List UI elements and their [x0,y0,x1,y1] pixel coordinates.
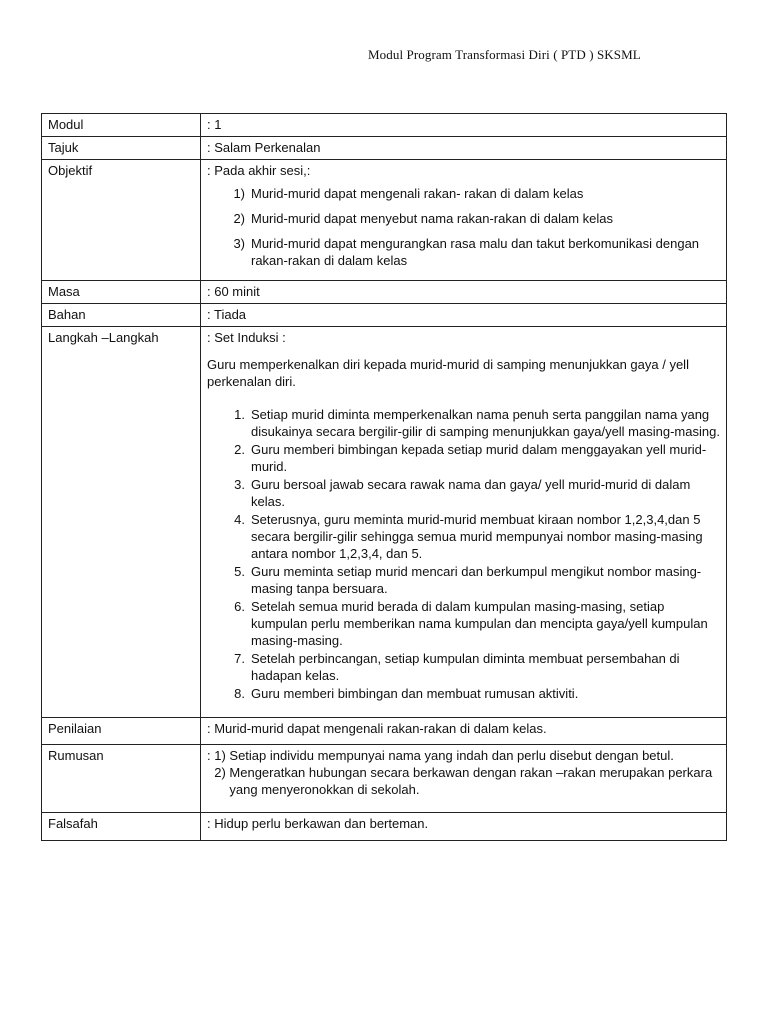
step-number: 8. [234,686,245,701]
step-number: 2. [234,442,245,457]
item-text: Murid-murid dapat mengurangkan rasa malu dan takut berkomunikasi dengan rakan-rakan di dalam kelas [251,236,700,268]
step-number: 1. [234,407,245,422]
list-item [207,476,720,510]
item-text: Murid-murid dapat menyebut nama rakan-rakan di dalam kelas [251,211,614,226]
label-langkah: Langkah –Langkah [42,327,201,718]
value-rumusan [201,745,727,813]
list-item [207,511,720,562]
list-item [207,406,720,440]
value-penilaian: : Murid-murid dapat mengenali rakan-rakan di dalam kelas. [201,718,727,745]
value-modul: : 1 [201,114,727,137]
row-masa [42,281,727,304]
rumusan-item [207,764,720,798]
row-langkah [42,327,727,718]
step-number: 7. [234,651,245,666]
row-penilaian [42,718,727,745]
list-item [207,185,720,202]
step-number: 6. [234,599,245,614]
step-text: Guru memberi bimbingan kepada setiap murid dalam menggayakan yell murid-murid. [251,442,707,474]
label-objektif: Objektif [42,160,201,281]
row-rumusan [42,745,727,813]
step-text: Guru meminta setiap murid mencari dan berkumpul mengikut nombor masing-masing tanpa bersuara. [251,564,702,596]
row-modul [42,114,727,137]
item-text: Setiap individu mempunyai nama yang indah dan perlu disebut dengan betul. [229,748,674,763]
langkah-paragraph: Guru memperkenalkan diri kepada murid-murid di samping menunjukkan gaya / yell perkenalan diri. [207,357,689,389]
step-text: Seterusnya, guru meminta murid-murid membuat kiraan nombor 1,2,3,4,dan 5 secara bergilir-gilir sehingga semua murid mempunyai nombor masing-masing antara nombor 1,2,3,4, dan 5. [251,512,703,561]
lesson-plan-table [41,113,727,841]
item-number: 2) [207,765,230,780]
list-item [207,685,720,702]
step-text: Guru bersoal jawab secara rawak nama dan gaya/ yell murid-murid di dalam kelas. [251,477,691,509]
item-number: 2) [233,211,245,226]
langkah-intro: : Set Induksi : [207,330,286,345]
item-number: 3) [233,236,245,251]
list-item [207,650,720,684]
value-masa: : 60 minit [201,281,727,304]
label-masa: Masa [42,281,201,304]
step-number: 5. [234,564,245,579]
item-number: 1) [233,186,245,201]
row-tajuk [42,137,727,160]
step-text: Guru memberi bimbingan dan membuat rumusan aktiviti. [251,686,579,701]
step-number: 3. [234,477,245,492]
page-header: Modul Program Transformasi Diri ( PTD ) SKSML [368,47,641,62]
value-langkah [201,327,727,718]
list-item [207,441,720,475]
item-text: Murid-murid dapat mengenali rakan- rakan di dalam kelas [251,186,584,201]
list-item [207,598,720,649]
objektif-list [207,185,720,269]
value-falsafah: : Hidup perlu berkawan dan berteman. [201,813,727,841]
value-tajuk: : Salam Perkenalan [201,137,727,160]
label-modul: Modul [42,114,201,137]
label-tajuk: Tajuk [42,137,201,160]
step-number: 4. [234,512,245,527]
step-text: Setelah semua murid berada di dalam kumpulan masing-masing, setiap kumpulan perlu memberikan nama kumpulan dan mencipta gaya/yell kumpulan masing-masing. [251,599,708,648]
row-falsafah [42,813,727,841]
list-item [207,210,720,227]
langkah-steps [207,406,720,702]
step-text: Setiap murid diminta memperkenalkan nama penuh serta panggilan nama yang disukainya secara bergilir-gilir di samping menunjukkan gaya/yell masing-masing. [251,407,720,439]
list-item [207,563,720,597]
row-bahan [42,304,727,327]
label-penilaian: Penilaian [42,718,201,745]
step-text: Setelah perbincangan, setiap kumpulan diminta membuat persembahan di hadapan kelas. [251,651,680,683]
label-rumusan: Rumusan [42,745,201,813]
label-bahan: Bahan [42,304,201,327]
objektif-intro: : Pada akhir sesi,: [207,163,311,178]
value-objektif [201,160,727,281]
rumusan-item [207,747,720,764]
item-number: : 1) [207,748,230,763]
value-bahan: : Tiada [201,304,727,327]
item-text: Mengeratkan hubungan secara berkawan dengan rakan –rakan merupakan perkara yang menyeronokkan di sekolah. [229,765,713,797]
row-objektif [42,160,727,281]
label-falsafah: Falsafah [42,813,201,841]
list-item [207,235,720,269]
